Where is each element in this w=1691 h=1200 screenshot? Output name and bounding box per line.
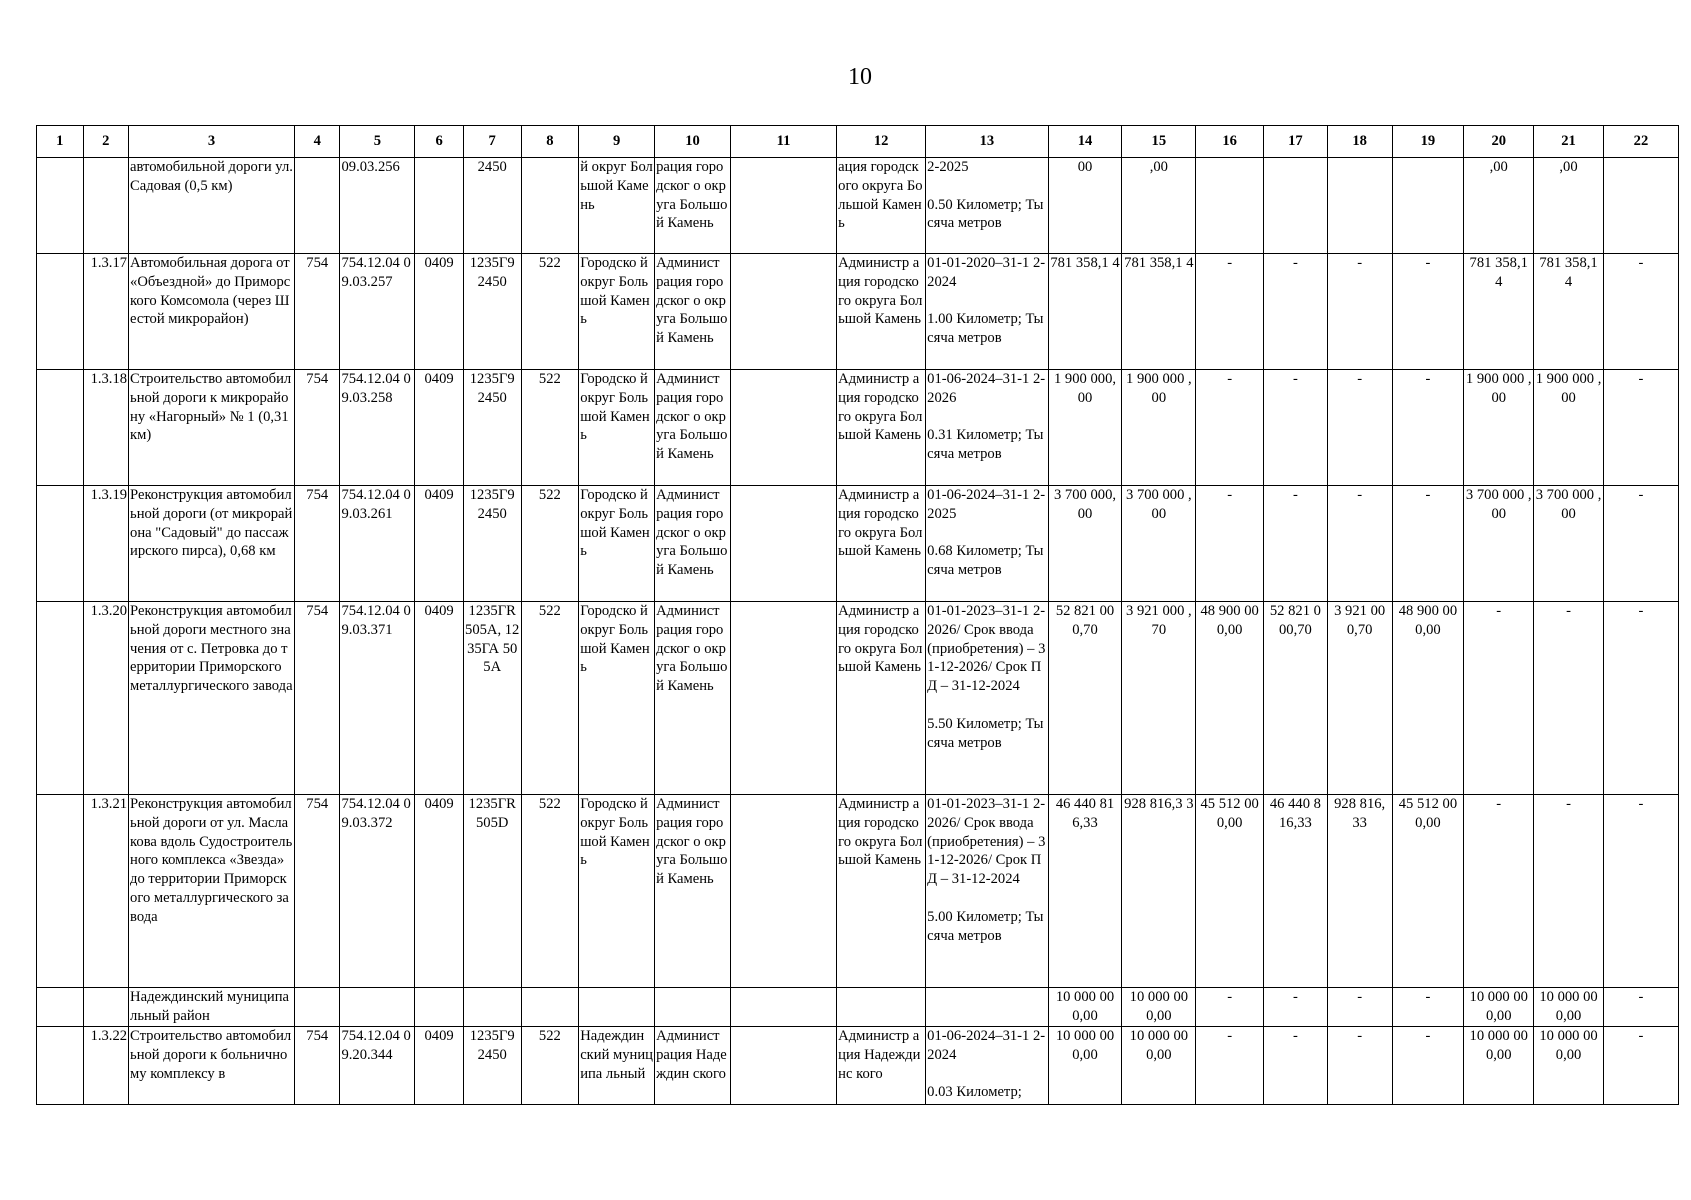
cell-col-22 xyxy=(1603,158,1678,254)
cell-col-20: 781 358,1 4 xyxy=(1464,254,1534,370)
column-header-15: 15 xyxy=(1122,126,1196,158)
cell-col-5: 754.12.04 09.03.371 xyxy=(340,602,415,795)
cell-col-9: Городско й округ Большой Камень xyxy=(579,254,655,370)
cell-col-19: 45 512 00 0,00 xyxy=(1392,795,1464,988)
column-header-3: 3 xyxy=(129,126,295,158)
column-header-13: 13 xyxy=(926,126,1048,158)
cell-col-8: 522 xyxy=(521,1027,579,1105)
cell-col-10: Админист рация городског о округа Большой Камень xyxy=(655,795,731,988)
cell-col-18: - xyxy=(1327,1027,1392,1105)
cell-col-6: 0409 xyxy=(415,602,464,795)
cell-col-17 xyxy=(1264,158,1328,254)
cell-col-9: й округ Большой Камень xyxy=(579,158,655,254)
cell-col-1 xyxy=(37,158,84,254)
cell-col-10: Админист рация городског о округа Большой Камень xyxy=(655,602,731,795)
cell-col-8: 522 xyxy=(521,795,579,988)
cell-col-8 xyxy=(521,158,579,254)
cell-col-7: 1235Г9 2450 xyxy=(463,370,521,486)
cell-col-6 xyxy=(415,988,464,1027)
column-header-16: 16 xyxy=(1196,126,1264,158)
cell-col-11 xyxy=(730,370,836,486)
cell-col-21: ,00 xyxy=(1534,158,1604,254)
cell-col-6: 0409 xyxy=(415,486,464,602)
cell-col-5: 09.03.256 xyxy=(340,158,415,254)
cell-col-14: 781 358,1 4 xyxy=(1048,254,1122,370)
cell-col-2 xyxy=(83,988,129,1027)
cell-col-20: 10 000 00 0,00 xyxy=(1464,1027,1534,1105)
cell-col-16: - xyxy=(1196,254,1264,370)
cell-col-9: Надеждин ский муниципа льный xyxy=(579,1027,655,1105)
cell-col-15: 1 900 000 ,00 xyxy=(1122,370,1196,486)
cell-col-21: 1 900 000 ,00 xyxy=(1534,370,1604,486)
cell-col-2: 1.3.18 xyxy=(83,370,129,486)
cell-col-16: - xyxy=(1196,988,1264,1027)
column-header-10: 10 xyxy=(655,126,731,158)
table-row xyxy=(37,602,1679,795)
cell-col-16: - xyxy=(1196,1027,1264,1105)
cell-col-13: 01-06-2024–31-1 2-2024 0.03 Километр; xyxy=(926,1027,1048,1105)
cell-col-2: 1.3.20 xyxy=(83,602,129,795)
cell-col-8: 522 xyxy=(521,486,579,602)
cell-col-4: 754 xyxy=(294,602,340,795)
cell-col-16: - xyxy=(1196,486,1264,602)
cell-col-6: 0409 xyxy=(415,254,464,370)
cell-col-7: 1235ГR 505D xyxy=(463,795,521,988)
cell-col-13 xyxy=(926,988,1048,1027)
cell-col-21: 781 358,1 4 xyxy=(1534,254,1604,370)
table-row xyxy=(37,254,1679,370)
cell-col-6 xyxy=(415,158,464,254)
cell-col-15: 928 816,3 3 xyxy=(1122,795,1196,988)
cell-col-14: 1 900 000, 00 xyxy=(1048,370,1122,486)
cell-col-14: 3 700 000, 00 xyxy=(1048,486,1122,602)
cell-col-18: - xyxy=(1327,370,1392,486)
cell-col-1 xyxy=(37,795,84,988)
cell-col-17: 46 440 8 16,33 xyxy=(1264,795,1328,988)
cell-col-17: 52 821 0 00,70 xyxy=(1264,602,1328,795)
cell-col-10 xyxy=(655,988,731,1027)
cell-col-1 xyxy=(37,370,84,486)
cell-col-14: 46 440 81 6,33 xyxy=(1048,795,1122,988)
cell-col-5: 754.12.04 09.20.344 xyxy=(340,1027,415,1105)
cell-col-2: 1.3.21 xyxy=(83,795,129,988)
cell-col-21: - xyxy=(1534,795,1604,988)
cell-col-4: 754 xyxy=(294,795,340,988)
cell-col-13: 01-01-2020–31-1 2-2024 1.00 Километр; Тысяча метров xyxy=(926,254,1048,370)
column-header-18: 18 xyxy=(1327,126,1392,158)
cell-col-18 xyxy=(1327,158,1392,254)
cell-col-10: Админист рация Надеждин ского xyxy=(655,1027,731,1105)
cell-col-8: 522 xyxy=(521,370,579,486)
cell-col-22: - xyxy=(1603,795,1678,988)
cell-col-4: 754 xyxy=(294,254,340,370)
cell-col-19: - xyxy=(1392,1027,1464,1105)
table-row xyxy=(37,795,1679,988)
cell-col-7: 1235Г9 2450 xyxy=(463,486,521,602)
cell-col-20: 10 000 00 0,00 xyxy=(1464,988,1534,1027)
cell-col-16: 45 512 00 0,00 xyxy=(1196,795,1264,988)
table-row xyxy=(37,370,1679,486)
cell-col-12: Администр ация городского округа Большой Камень xyxy=(837,795,926,988)
column-header-17: 17 xyxy=(1264,126,1328,158)
cell-col-19: 48 900 00 0,00 xyxy=(1392,602,1464,795)
cell-col-7: 1235Г9 2450 xyxy=(463,1027,521,1105)
cell-col-21: - xyxy=(1534,602,1604,795)
column-header-8: 8 xyxy=(521,126,579,158)
header-row xyxy=(37,126,1679,158)
cell-col-11 xyxy=(730,795,836,988)
cell-col-5: 754.12.04 09.03.258 xyxy=(340,370,415,486)
cell-col-22: - xyxy=(1603,254,1678,370)
cell-col-1 xyxy=(37,486,84,602)
cell-col-3: Строительство автомобильной дороги к больничному комплексу в xyxy=(129,1027,295,1105)
column-header-4: 4 xyxy=(294,126,340,158)
column-header-11: 11 xyxy=(730,126,836,158)
cell-col-5: 754.12.04 09.03.257 xyxy=(340,254,415,370)
cell-col-16: - xyxy=(1196,370,1264,486)
cell-col-22: - xyxy=(1603,602,1678,795)
cell-col-17: - xyxy=(1264,988,1328,1027)
cell-col-10: Админист рация городског о округа Большой Камень xyxy=(655,254,731,370)
column-header-14: 14 xyxy=(1048,126,1122,158)
cell-col-22: - xyxy=(1603,1027,1678,1105)
cell-col-9: Городско й округ Большой Камень xyxy=(579,602,655,795)
cell-col-6: 0409 xyxy=(415,1027,464,1105)
cell-col-18: - xyxy=(1327,254,1392,370)
cell-col-2: 1.3.22 xyxy=(83,1027,129,1105)
cell-col-6: 0409 xyxy=(415,370,464,486)
cell-col-12: Администр ация городского округа Большой Камень xyxy=(837,602,926,795)
cell-col-21: 10 000 00 0,00 xyxy=(1534,988,1604,1027)
column-header-7: 7 xyxy=(463,126,521,158)
cell-col-19: - xyxy=(1392,486,1464,602)
column-header-19: 19 xyxy=(1392,126,1464,158)
cell-col-8: 522 xyxy=(521,602,579,795)
cell-col-11 xyxy=(730,158,836,254)
column-header-5: 5 xyxy=(340,126,415,158)
cell-col-1 xyxy=(37,1027,84,1105)
cell-col-3: Реконструкция автомобильной дороги (от микрорайона "Садовый" до пассажирского пирса), 0,68 км xyxy=(129,486,295,602)
cell-col-18: - xyxy=(1327,486,1392,602)
cell-col-13: 2-2025 0.50 Километр; Тысяча метров xyxy=(926,158,1048,254)
table-row xyxy=(37,486,1679,602)
cell-col-12: ация городского округа Большой Камень xyxy=(837,158,926,254)
cell-col-12: Администр ация городского округа Большой Камень xyxy=(837,254,926,370)
cell-col-2: 1.3.19 xyxy=(83,486,129,602)
cell-col-9: Городско й округ Большой Камень xyxy=(579,795,655,988)
cell-col-17: - xyxy=(1264,486,1328,602)
cell-col-11 xyxy=(730,602,836,795)
column-header-22: 22 xyxy=(1603,126,1678,158)
cell-col-18: - xyxy=(1327,988,1392,1027)
cell-col-13: 01-06-2024–31-1 2-2025 0.68 Километр; Тысяча метров xyxy=(926,486,1048,602)
cell-col-7: 1235ГR 505А, 1235ГА 505А xyxy=(463,602,521,795)
cell-col-19: - xyxy=(1392,254,1464,370)
cell-col-22: - xyxy=(1603,988,1678,1027)
cell-col-5: 754.12.04 09.03.372 xyxy=(340,795,415,988)
cell-col-1 xyxy=(37,988,84,1027)
cell-col-2: 1.3.17 xyxy=(83,254,129,370)
cell-col-22: - xyxy=(1603,370,1678,486)
cell-col-1 xyxy=(37,602,84,795)
cell-col-3: Строительство автомобильной дороги к микрорайону «Нагорный» № 1 (0,31 км) xyxy=(129,370,295,486)
cell-col-14: 52 821 00 0,70 xyxy=(1048,602,1122,795)
table-row xyxy=(37,158,1679,254)
cell-col-20: ,00 xyxy=(1464,158,1534,254)
cell-col-22: - xyxy=(1603,486,1678,602)
cell-col-9: Городско й округ Большой Камень xyxy=(579,486,655,602)
cell-col-17: - xyxy=(1264,1027,1328,1105)
cell-col-13: 01-06-2024–31-1 2-2026 0.31 Километр; Тысяча метров xyxy=(926,370,1048,486)
cell-col-10: Админист рация городског о округа Большой Камень xyxy=(655,370,731,486)
cell-col-14: 10 000 00 0,00 xyxy=(1048,1027,1122,1105)
cell-col-3: Надеждинский муниципальный район xyxy=(129,988,295,1027)
cell-col-14: 00 xyxy=(1048,158,1122,254)
column-header-12: 12 xyxy=(837,126,926,158)
cell-col-11 xyxy=(730,254,836,370)
cell-col-17: - xyxy=(1264,254,1328,370)
cell-col-14: 10 000 00 0,00 xyxy=(1048,988,1122,1027)
cell-col-17: - xyxy=(1264,370,1328,486)
cell-col-7 xyxy=(463,988,521,1027)
cell-col-20: 3 700 000 ,00 xyxy=(1464,486,1534,602)
cell-col-4: 754 xyxy=(294,370,340,486)
cell-col-15: 10 000 00 0,00 xyxy=(1122,1027,1196,1105)
cell-col-6: 0409 xyxy=(415,795,464,988)
cell-col-12: Администр ация городского округа Большой Камень xyxy=(837,370,926,486)
cell-col-13: 01-01-2023–31-1 2-2026/ Срок ввода (приобретения) – 31-12-2026/ Срок ПД – 31-12-2024 5.00 Километр; Тысяча метров xyxy=(926,795,1048,988)
cell-col-3: автомобильной дороги ул. Садовая (0,5 км) xyxy=(129,158,295,254)
cell-col-16 xyxy=(1196,158,1264,254)
cell-col-16: 48 900 00 0,00 xyxy=(1196,602,1264,795)
column-header-20: 20 xyxy=(1464,126,1534,158)
table-row xyxy=(37,988,1679,1027)
cell-col-9 xyxy=(579,988,655,1027)
cell-col-11 xyxy=(730,988,836,1027)
cell-col-19: - xyxy=(1392,370,1464,486)
column-header-1: 1 xyxy=(37,126,84,158)
cell-col-18: 928 816, 33 xyxy=(1327,795,1392,988)
column-header-6: 6 xyxy=(415,126,464,158)
cell-col-15: 781 358,1 4 xyxy=(1122,254,1196,370)
cell-col-20: - xyxy=(1464,795,1534,988)
cell-col-11 xyxy=(730,1027,836,1105)
cell-col-4 xyxy=(294,988,340,1027)
cell-col-15: ,00 xyxy=(1122,158,1196,254)
table-row xyxy=(37,1027,1679,1105)
budget-table xyxy=(36,125,1679,1105)
cell-col-3: Реконструкция автомобильной дороги местного значения от с. Петровка до территории Приморского металлургического завода xyxy=(129,602,295,795)
cell-col-10: Админист рация городског о округа Большой Камень xyxy=(655,486,731,602)
cell-col-2 xyxy=(83,158,129,254)
cell-col-10: рация городског о округа Большой Камень xyxy=(655,158,731,254)
cell-col-13: 01-01-2023–31-1 2-2026/ Срок ввода (приобретения) – 31-12-2026/ Срок ПД – 31-12-2024 5.50 Километр; Тысяча метров xyxy=(926,602,1048,795)
cell-col-5: 754.12.04 09.03.261 xyxy=(340,486,415,602)
cell-col-11 xyxy=(730,486,836,602)
page-number: 10 xyxy=(848,64,872,90)
column-header-21: 21 xyxy=(1534,126,1604,158)
table-body xyxy=(37,158,1679,1105)
cell-col-20: 1 900 000 ,00 xyxy=(1464,370,1534,486)
cell-col-4: 754 xyxy=(294,486,340,602)
cell-col-21: 10 000 00 0,00 xyxy=(1534,1027,1604,1105)
column-header-9: 9 xyxy=(579,126,655,158)
cell-col-20: - xyxy=(1464,602,1534,795)
cell-col-3: Автомобильная дорога от «Объездной» до Приморского Комсомола (через Шестой микрорайон) xyxy=(129,254,295,370)
cell-col-12 xyxy=(837,988,926,1027)
cell-col-19: - xyxy=(1392,988,1464,1027)
column-header-2: 2 xyxy=(83,126,129,158)
cell-col-3: Реконструкция автомобильной дороги от ул. Маслакова вдоль Судостроительного комплекса «Звезда» до территории Приморского металлургического завода xyxy=(129,795,295,988)
cell-col-7: 2450 xyxy=(463,158,521,254)
cell-col-15: 10 000 00 0,00 xyxy=(1122,988,1196,1027)
cell-col-15: 3 921 000 ,70 xyxy=(1122,602,1196,795)
cell-col-12: Администр ация городского округа Большой Камень xyxy=(837,486,926,602)
cell-col-18: 3 921 00 0,70 xyxy=(1327,602,1392,795)
cell-col-15: 3 700 000 ,00 xyxy=(1122,486,1196,602)
cell-col-7: 1235Г9 2450 xyxy=(463,254,521,370)
cell-col-1 xyxy=(37,254,84,370)
cell-col-4 xyxy=(294,158,340,254)
cell-col-4: 754 xyxy=(294,1027,340,1105)
cell-col-8: 522 xyxy=(521,254,579,370)
cell-col-21: 3 700 000 ,00 xyxy=(1534,486,1604,602)
cell-col-12: Администр ация Надеждинс кого xyxy=(837,1027,926,1105)
cell-col-5 xyxy=(340,988,415,1027)
cell-col-9: Городско й округ Большой Камень xyxy=(579,370,655,486)
cell-col-19 xyxy=(1392,158,1464,254)
cell-col-8 xyxy=(521,988,579,1027)
